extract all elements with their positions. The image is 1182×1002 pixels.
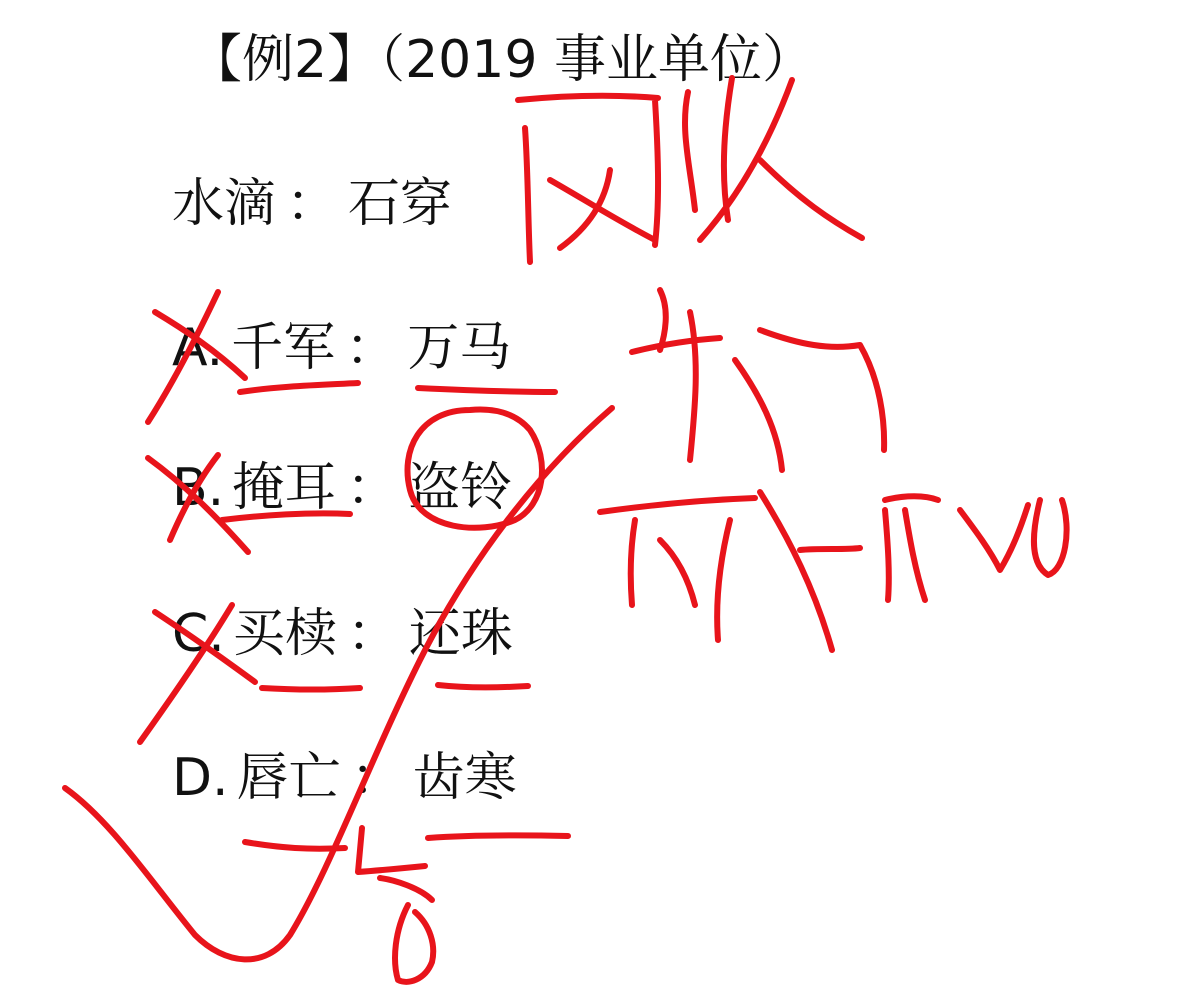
option-right-term: 还珠: [408, 604, 513, 664]
option-right-term: 齿寒: [412, 748, 517, 808]
underline-a-right: [418, 388, 555, 392]
option-a[interactable]: [172, 318, 512, 378]
underline-a-left: [240, 383, 358, 392]
option-left-term: 唇亡: [236, 748, 341, 808]
question-stem: [172, 174, 453, 234]
option-right-term: 盗铃: [408, 458, 513, 518]
stem-left-term: 水滴: [172, 174, 277, 234]
option-left-term: 掩耳: [232, 458, 337, 518]
underline-c-left: [262, 688, 360, 690]
option-c[interactable]: [172, 604, 513, 664]
underline-d-right: [428, 835, 568, 838]
option-b[interactable]: [172, 458, 513, 518]
question-title: 【例2】（2019 事业单位）: [190, 30, 814, 90]
option-separator: ：: [350, 748, 403, 808]
option-letter: B.: [172, 458, 225, 518]
option-letter: D.: [172, 748, 229, 808]
option-left-term: 千军: [231, 318, 336, 378]
option-letter: A.: [172, 318, 224, 378]
option-right-term: 万马: [407, 318, 512, 378]
underline-c-right: [438, 685, 528, 687]
option-separator: ：: [346, 604, 399, 664]
underline-d-left: [245, 842, 345, 849]
stem-separator: ：: [286, 174, 339, 234]
option-separator: ：: [345, 318, 398, 378]
handwriting-mark: [358, 828, 433, 982]
stem-right-term: 石穿: [348, 174, 453, 234]
handwriting-note: [518, 78, 1067, 650]
option-left-term: 买椟: [232, 604, 337, 664]
option-d[interactable]: [172, 748, 517, 808]
option-separator: ：: [346, 458, 399, 518]
option-letter: C.: [172, 604, 225, 664]
